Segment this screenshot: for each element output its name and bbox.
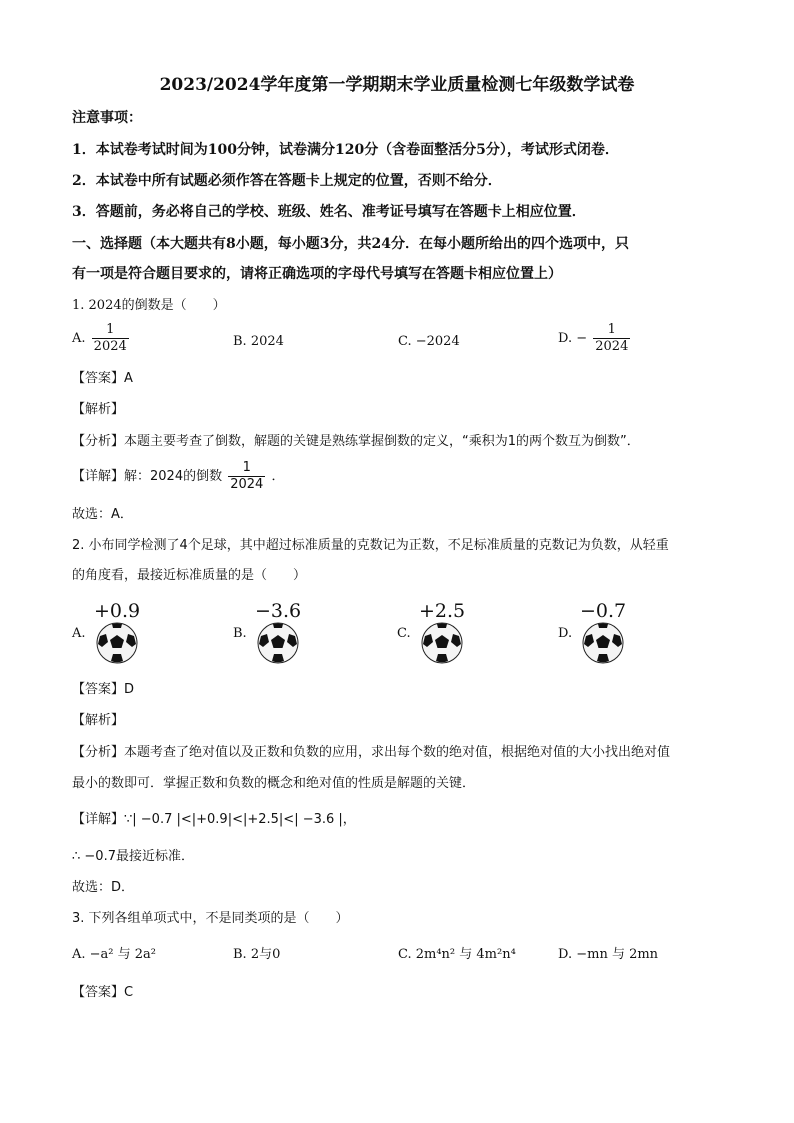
q2-option-a-letter: A. xyxy=(72,626,86,641)
q1-detail-prefix: 【详解】解：2024的倒数 xyxy=(72,469,223,484)
notice-item-3: 3．答题前，务必将自己的学校、班级、姓名、准考证号填写在答题卡上相应位置． xyxy=(72,204,586,220)
q2-stem-line1: 2. 小布同学检测了4个足球，其中超过标准质量的克数记为正数，不足标准质量的克数记为负数，从轻重 xyxy=(72,538,669,553)
q1-detail-fraction xyxy=(228,460,265,493)
q1-fenxi: 【分析】本题主要考查了倒数，解题的关键是熟练掌握倒数的定义，“乘积为1的两个数互为倒数”． xyxy=(72,434,640,449)
q1-option-a-denominator: 2024 xyxy=(93,339,127,354)
soccer-ball-icon xyxy=(257,622,299,664)
q3-answer: 【答案】C xyxy=(72,985,134,1000)
q1-option-d-numerator: 1 xyxy=(593,322,630,339)
q2-option-c-letter: C. xyxy=(397,626,411,641)
q1-stem: 1. 2024的倒数是（ ） xyxy=(72,298,226,313)
q2-option-d-letter: D. xyxy=(558,626,573,641)
q1-option-d-denominator: 2024 xyxy=(595,339,629,354)
q2-option-b xyxy=(233,600,333,670)
soccer-ball-icon xyxy=(421,622,463,664)
q1-option-d-letter: D. − xyxy=(558,331,588,346)
q3-option-c: C. 2m⁴n² 与 4m²n⁴ xyxy=(398,947,516,962)
q2-option-a-value: +0.9 xyxy=(94,600,141,622)
q2-fenxi-line2: 最小的数即可．掌握正数和负数的概念和绝对值的性质是解题的关键． xyxy=(72,776,476,791)
q2-choice: 故选：D． xyxy=(72,880,135,895)
section-heading-line1: 一、选择题（本大题共有8小题，每小题3分，共24分．在每小题所给出的四个选项中，只 xyxy=(72,236,629,252)
q3-option-a: A. −a² 与 2a² xyxy=(72,947,157,962)
q2-therefore: ∴ −0.7最接近标准． xyxy=(72,849,194,864)
q2-option-a xyxy=(72,600,172,670)
q1-option-a xyxy=(72,322,131,355)
q1-option-b: B. 2024 xyxy=(233,334,284,349)
q1-option-c: C. −2024 xyxy=(398,334,460,349)
q2-analysis-label: 【解析】 xyxy=(72,713,125,728)
q2-answer: 【答案】D xyxy=(72,682,135,697)
q1-option-a-letter: A. xyxy=(72,331,86,346)
q2-detail: 【详解】∵| −0.7 |<|+0.9|<|+2.5|<| −3.6 |， xyxy=(72,812,356,827)
q3-option-d: D. −mn 与 2mn xyxy=(558,947,659,962)
notice-heading: 注意事项： xyxy=(72,110,142,126)
notice-item-2: 2．本试卷中所有试题必须作答在答题卡上规定的位置，否则不给分． xyxy=(72,173,502,189)
q1-detail-denominator: 2024 xyxy=(230,477,264,492)
q3-option-b: B. 2与0 xyxy=(233,947,281,962)
q1-option-d-fraction xyxy=(593,322,630,355)
q2-option-d-value: −0.7 xyxy=(580,600,627,622)
q1-detail xyxy=(72,460,284,493)
q2-option-c-value: +2.5 xyxy=(419,600,466,622)
q1-detail-numerator: 1 xyxy=(228,460,265,477)
q2-fenxi-line1: 【分析】本题考查了绝对值以及正数和负数的应用，求出每个数的绝对值，根据绝对值的大小找出绝对值 xyxy=(72,745,671,760)
section-heading-line2: 有一项是符合题目要求的，请将正确选项的字母代号填写在答题卡相应位置上） xyxy=(72,266,562,282)
soccer-ball-icon xyxy=(96,622,138,664)
soccer-ball-icon xyxy=(582,622,624,664)
q2-stem-line2: 的角度看，最接近标准质量的是（ ） xyxy=(72,568,307,583)
q1-option-a-numerator: 1 xyxy=(92,322,129,339)
q2-option-c xyxy=(397,600,497,670)
q3-stem: 3. 下列各组单项式中，不是同类项的是（ ） xyxy=(72,911,349,926)
q1-detail-suffix: ． xyxy=(271,469,285,484)
q1-option-d xyxy=(558,322,632,355)
q2-option-d xyxy=(558,600,658,670)
q1-answer: 【答案】A xyxy=(72,371,133,386)
notice-item-1: 1．本试卷考试时间为100分钟，试卷满分120分（含卷面整活分5分），考试形式闭卷． xyxy=(72,142,619,158)
q2-option-b-value: −3.6 xyxy=(255,600,302,622)
page-title: 2023/2024学年度第一学期期末学业质量检测七年级数学试卷 xyxy=(159,75,635,95)
q1-option-a-fraction xyxy=(92,322,129,355)
q1-choice: 故选：A． xyxy=(72,507,133,522)
q1-analysis-label: 【解析】 xyxy=(72,402,125,417)
q2-option-b-letter: B. xyxy=(233,626,247,641)
